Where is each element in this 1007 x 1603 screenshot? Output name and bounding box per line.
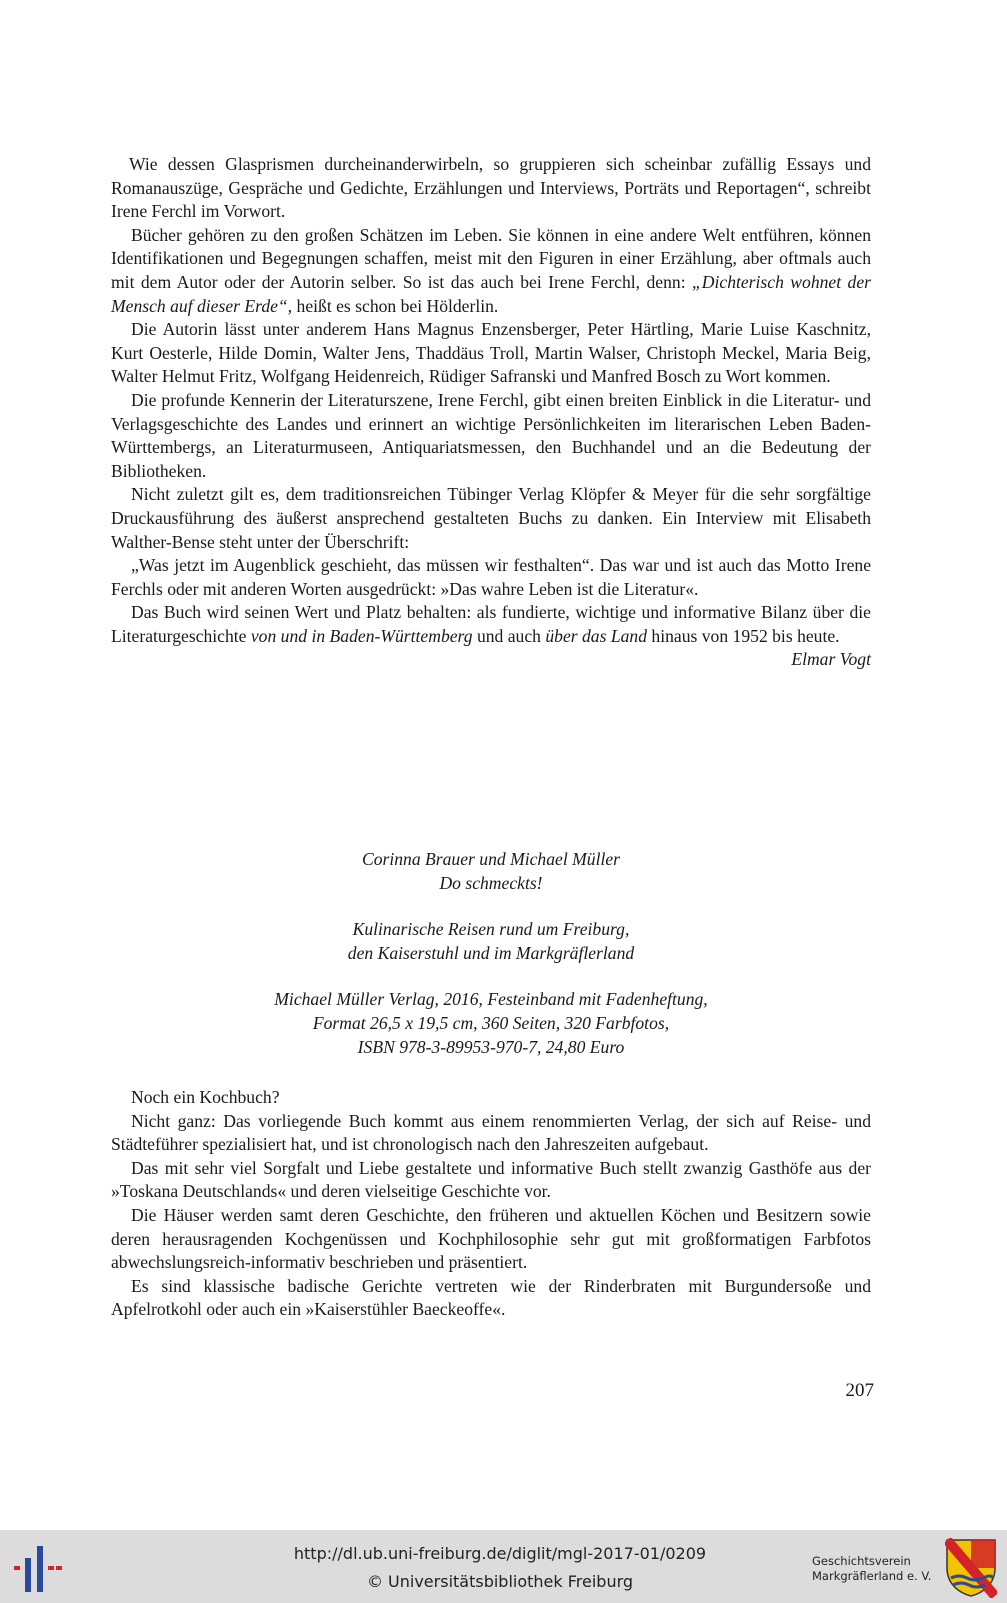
book-review-header bbox=[111, 848, 871, 1082]
book-subtitle: den Kaiserstuhl und im Markgräflerland bbox=[347, 942, 635, 963]
society-name: Geschichtsverein Markgräflerland e. V. bbox=[812, 1554, 932, 1583]
paragraph: Wie dessen Glasprismen durcheinanderwirbeln, so gruppieren sich scheinbar zufällig Essays und Romanauszüge, Gespräche und Gedichte, Erzählungen und Interviews, Porträts und Reportagen“, schreibt Irene Ferchl im Vorwort. bbox=[111, 154, 871, 222]
hoelderlin-quote: „Dichterisch wohnet der Mensch auf dieser Erde“ bbox=[111, 271, 871, 316]
page-number: 207 bbox=[845, 1380, 874, 1401]
review-text-continued bbox=[111, 153, 871, 672]
ub-freiburg-logo-icon[interactable] bbox=[10, 1544, 64, 1592]
viewer-footer bbox=[0, 1530, 1007, 1603]
paragraph: Bücher gehören zu den großen Schätzen im Leben. Sie können in eine andere Welt entführen, können Identifikationen und Begegnungen schaffen, meist mit den Figuren in einer Erzählung, aber oftmals auch mit dem Autor oder der Autorin selber. So ist das auch bei Irene Ferchl, denn: „Dichterisch wohnet der Mensch auf dieser Erde“, heißt es schon bei Hölderlin. bbox=[111, 224, 871, 316]
paragraph: „Was jetzt im Augenblick geschieht, das müssen wir festhalten“. Das war und ist auch das Motto Irene Ferchls oder mit anderen Worten ausgedrückt: »Das wahre Leben ist die Literatur«. bbox=[111, 555, 871, 599]
book-title: Do schmeckts! bbox=[439, 872, 543, 893]
paragraph: Noch ein Kochbuch? bbox=[131, 1087, 280, 1107]
permalink-url[interactable]: http://dl.ub.uni-freiburg.de/diglit/mgl-2017-01/0209 bbox=[293, 1544, 707, 1563]
paragraph: Die Häuser werden samt deren Geschichte, den früheren und aktuellen Köchen und Besitzern sowie deren herausragenden Kochgenüssen und Kochphilosophie sehr gut mit großformatigen Farbfotos abwechslungsreich-informativ beschrieben und präsentiert. bbox=[111, 1204, 871, 1273]
paragraph: Es sind klassische badische Gerichte vertreten wie der Rinderbraten mit Burgundersoße und Apfelrotkohl oder auch ein »Kaiserstühler Baeckeoffe«. bbox=[111, 1275, 871, 1320]
copyright-notice: © Universitätsbibliothek Freiburg bbox=[366, 1572, 634, 1591]
book-subtitle: Kulinarische Reisen rund um Freiburg, bbox=[352, 919, 630, 940]
book-publication-info: Format 26,5 x 19,5 cm, 360 Seiten, 320 Farbfotos, bbox=[312, 1012, 670, 1033]
paragraph: Die profunde Kennerin der Literaturszene, Irene Ferchl, gibt einen breiten Einblick in die Literatur- und Verlagsgeschichte des Landes und erinnert an wichtige Persönlichkeiten im literarischen Leben Baden-Württembergs, an Literaturmuseen, Antiquariatsmessen, den Buchhandel und an die Bedeutung der Bibliotheken. bbox=[111, 389, 871, 481]
paragraph: Das mit sehr viel Sorgfalt und Liebe gestaltete und informative Buch stellt zwanzig Gasthöfe aus der »Toskana Deutschlands« und deren vielseitige Geschichte vor. bbox=[111, 1157, 871, 1202]
paragraph: Nicht ganz: Das vorliegende Buch kommt aus einem renommierten Verlag, der sich auf Reise- und Städteführer spezialisiert hat, und ist chronologisch nach den Jahreszeiten aufgebaut. bbox=[111, 1110, 871, 1155]
book-publication-info: Michael Müller Verlag, 2016, Festeinband mit Fadenheftung, bbox=[274, 989, 708, 1010]
book-authors: Corinna Brauer und Michael Müller bbox=[361, 849, 620, 869]
paragraph: Nicht zuletzt gilt es, dem traditionsreichen Tübinger Verlag Klöpfer & Meyer für die sehr sorgfältige Druckausführung des äußerst ansprechend gestalteten Buchs zu danken. Ein Interview mit Elisabeth Walther-Bense steht unter der Überschrift: bbox=[111, 484, 871, 552]
coat-of-arms-icon bbox=[945, 1538, 997, 1598]
book-isbn: ISBN 978-3-89953-970-7, 24,80 Euro bbox=[357, 1036, 625, 1057]
book-review-text bbox=[111, 1086, 871, 1322]
author-signature: Elmar Vogt bbox=[791, 649, 871, 670]
paragraph: Die Autorin lässt unter anderem Hans Magnus Enzensberger, Peter Härtling, Marie Luise Kaschnitz, Kurt Oesterle, Hilde Domin, Walter Jens, Thaddäus Troll, Martin Walser, Christoph Meckel, Maria Beig, Walter Helmut Fritz, Wolfgang Heidenreich, Rüdiger Safranski und Manfred Bosch zu Wort kommen. bbox=[111, 319, 871, 387]
paragraph: Das Buch wird seinen Wert und Platz behalten: als fundierte, wichtige und informative Bilanz über die Literaturgeschichte von und in Baden-Württemberg und auch über das Land hinaus von 1952 bis heute. bbox=[111, 602, 871, 646]
